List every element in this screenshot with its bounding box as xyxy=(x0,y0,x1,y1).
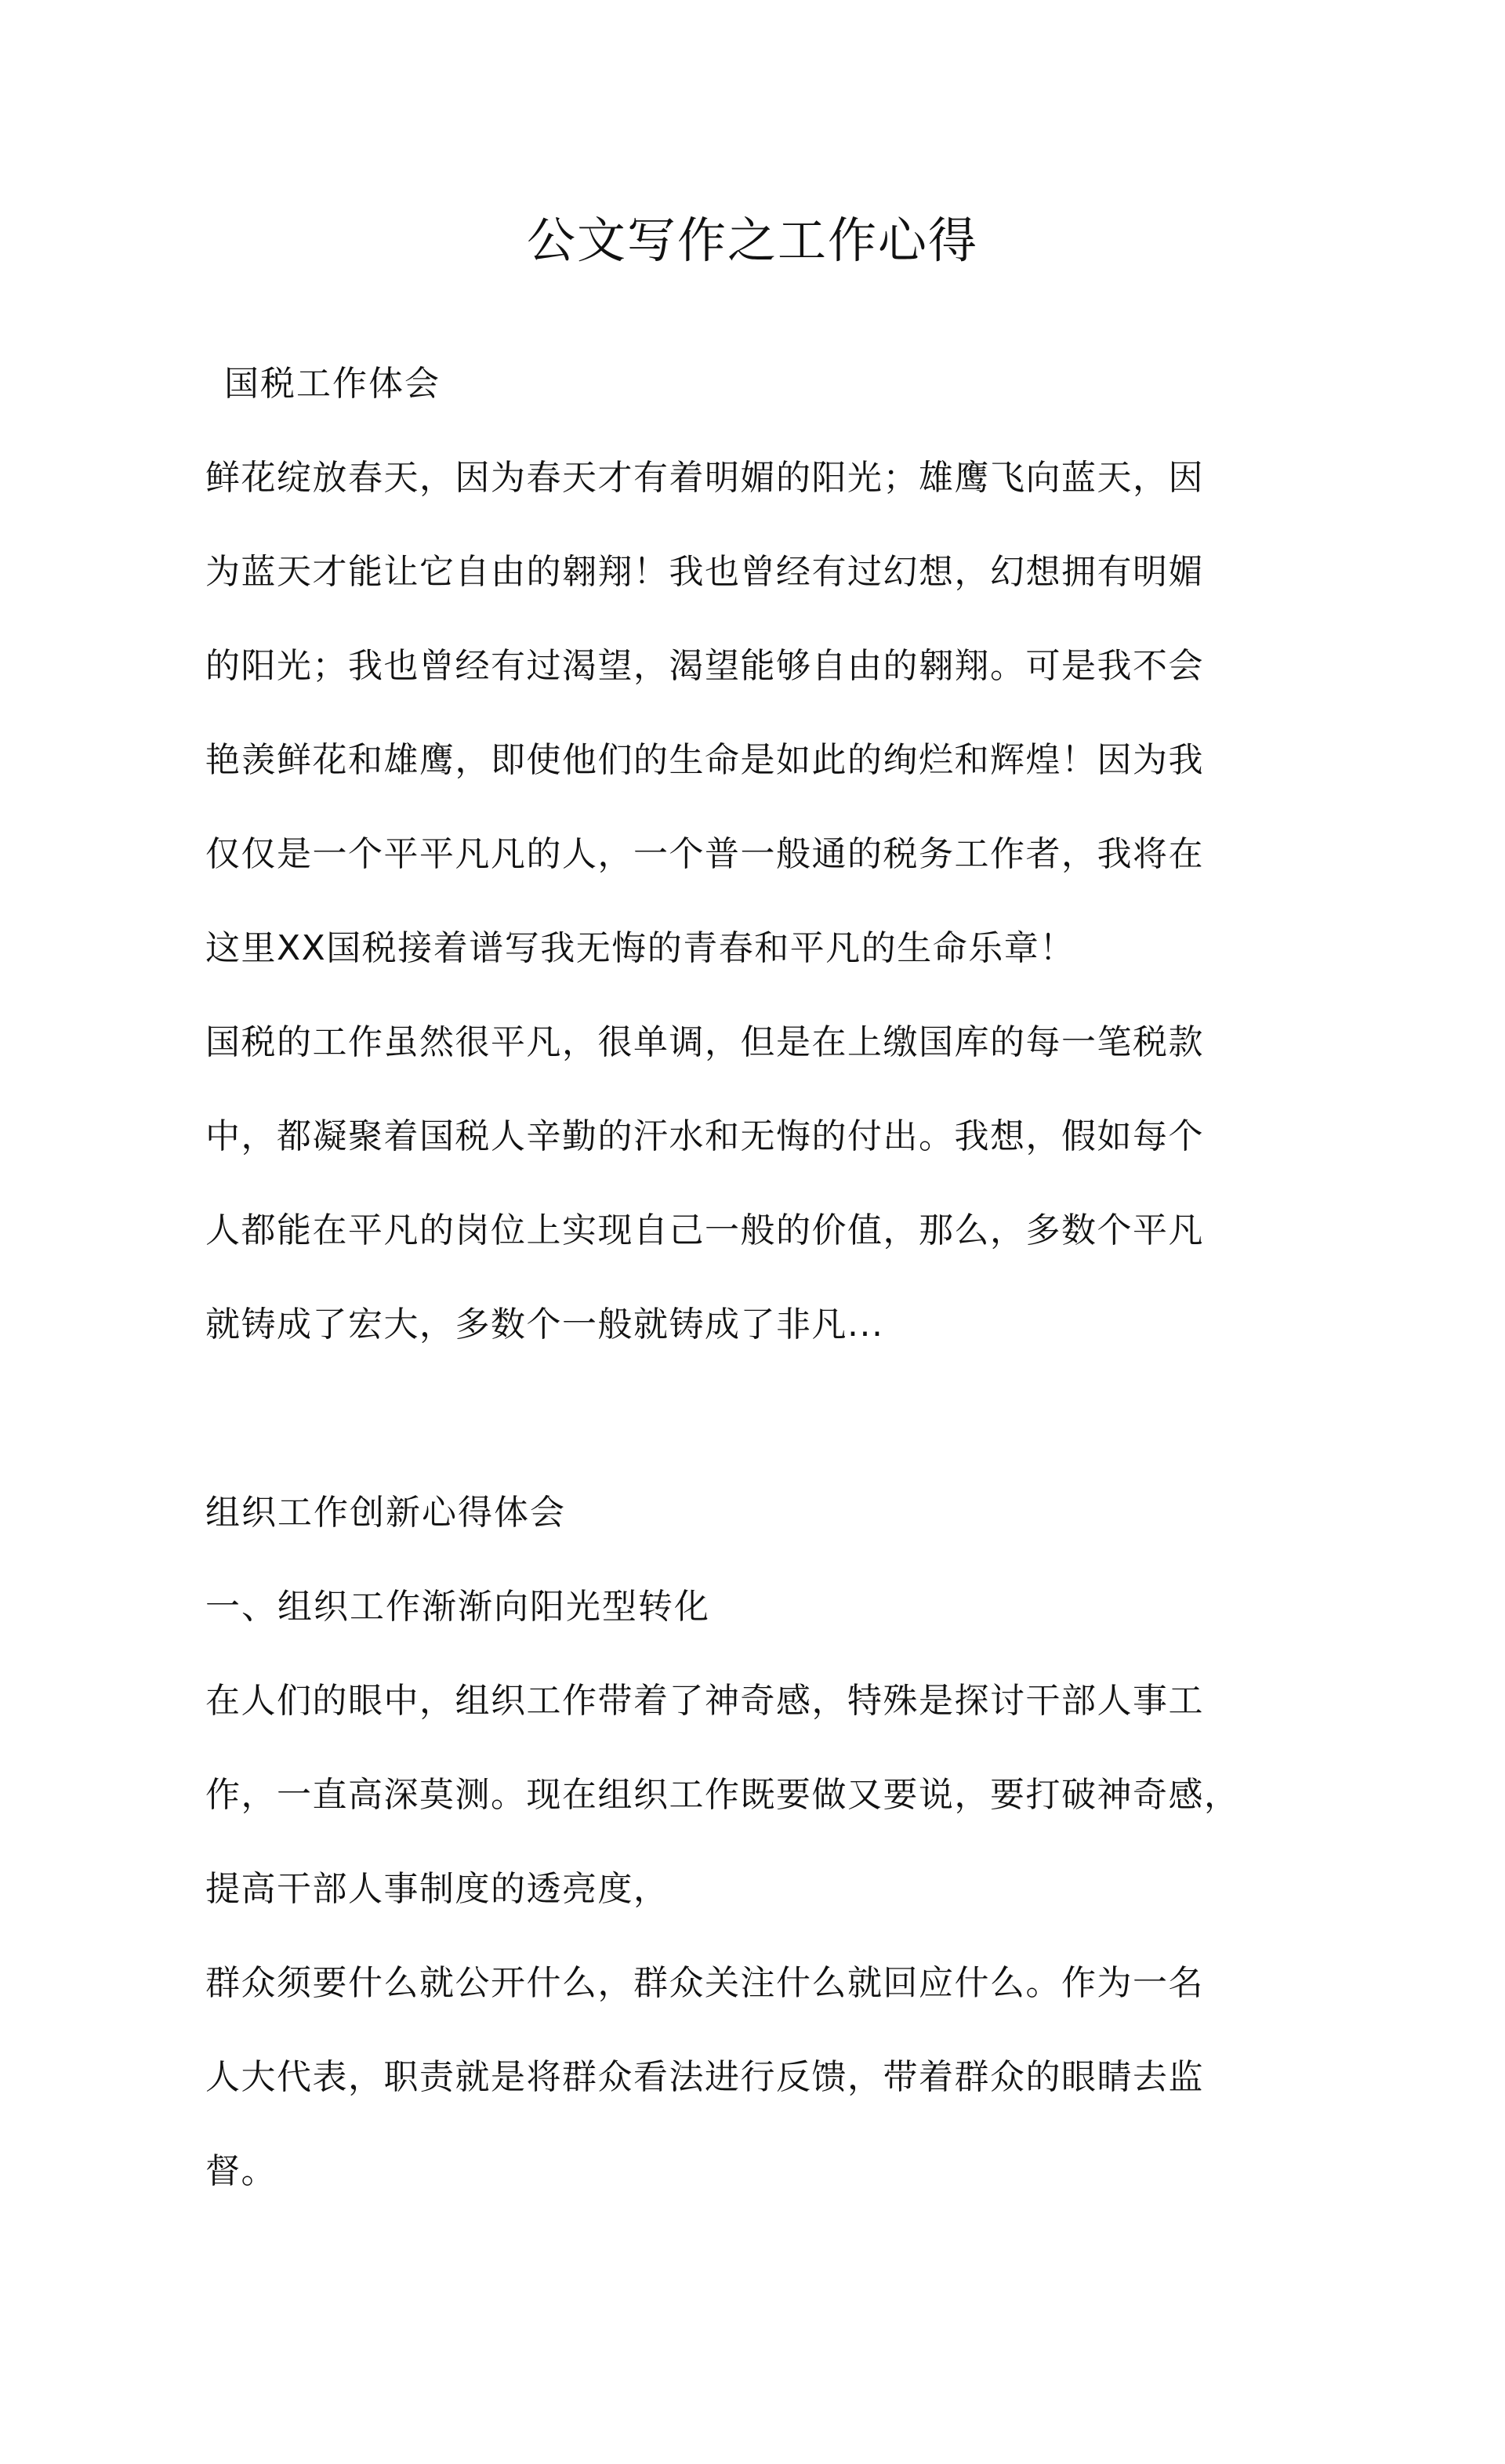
section2-para1-line3: 提高干部人事制度的透亮度， xyxy=(205,1869,669,1909)
section1-para2-line2: 中，都凝聚着国税人辛勤的汗水和无悔的付出。我想，假如每个 xyxy=(205,1116,1204,1156)
section1-para1-line1: 鲜花绽放春天，因为春天才有着明媚的阳光；雄鹰飞向蓝天，因 xyxy=(205,458,1204,498)
section2-para1-line2: 作，一直高深莫测。现在组织工作既要做又要说，要打破神奇感， xyxy=(205,1775,1240,1815)
section1-para1-line6: 这里XX国税接着谱写我无悔的青春和平凡的生命乐章！ xyxy=(205,928,1075,968)
section2-heading: 组织工作创新心得体会 xyxy=(205,1493,566,1533)
section1-para2-line1: 国税的工作虽然很平凡，很单调，但是在上缴国库的每一笔税款 xyxy=(205,1022,1204,1062)
section2-para2-line3: 督。 xyxy=(205,2151,277,2191)
section2-subheading: 一、组织工作渐渐向阳光型转化 xyxy=(205,1587,710,1627)
section1-heading: 国税工作体会 xyxy=(224,364,441,404)
section1-para2-line4: 就铸成了宏大，多数个一般就铸成了非凡... xyxy=(205,1305,884,1344)
section2-para2-line2: 人大代表，职责就是将群众看法进行反馈，带着群众的眼睛去监 xyxy=(205,2057,1204,2097)
section2-para2-line1: 群众须要什么就公开什么，群众关注什么就回应什么。作为一名 xyxy=(205,1963,1204,2003)
document-title: 公文写作之工作心得 xyxy=(526,212,978,269)
section1-para2-line3: 人都能在平凡的岗位上实现自己一般的价值，那么，多数个平凡 xyxy=(205,1210,1204,1250)
section1-para1-line4: 艳羡鲜花和雄鹰，即使他们的生命是如此的绚烂和辉煌！因为我 xyxy=(205,740,1204,780)
section1-para1-line3: 的阳光；我也曾经有过渴望，渴望能够自由的翱翔。可是我不会 xyxy=(205,646,1204,686)
section1-para1-line5: 仅仅是一个平平凡凡的人，一个普一般通的税务工作者，我将在 xyxy=(205,834,1204,874)
section1-para1-line2: 为蓝天才能让它自由的翱翔！我也曾经有过幻想，幻想拥有明媚 xyxy=(205,552,1204,592)
section2-para1-line1: 在人们的眼中，组织工作带着了神奇感，特殊是探讨干部人事工 xyxy=(205,1681,1204,1721)
